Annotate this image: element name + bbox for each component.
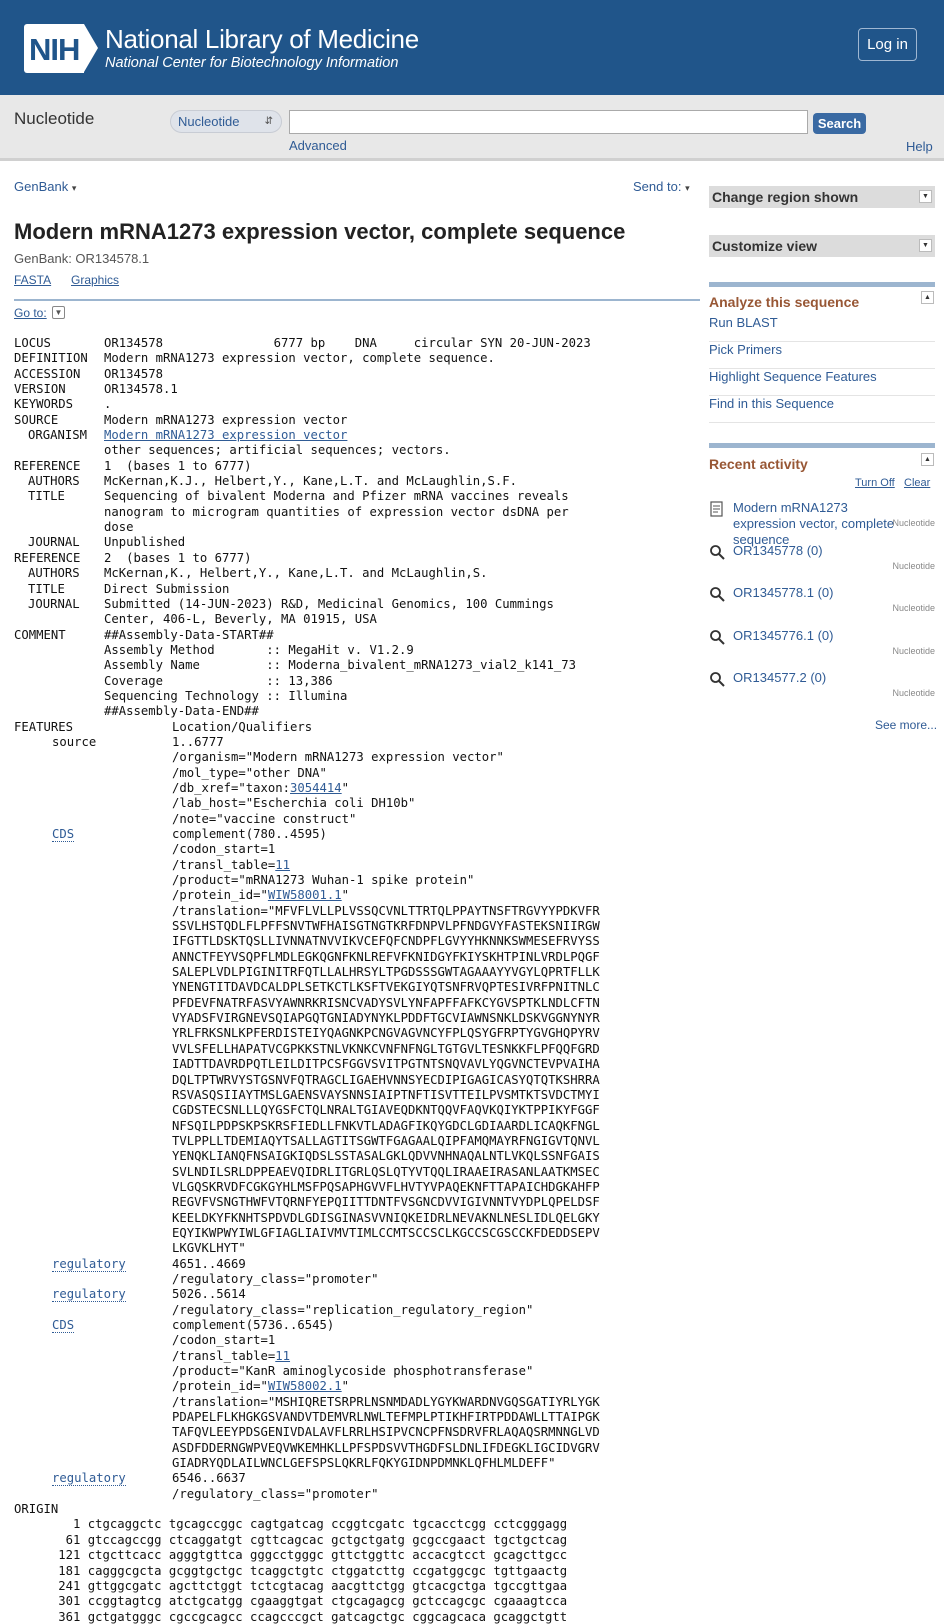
field-key: AUTHORS [28, 474, 80, 489]
field-key: AUTHORS [28, 566, 80, 581]
qualifier: YNENGTITDAVDCALDPLSETKCTLKSFTVEKGIYQTSNFRVQPTESIVRFPNITNLC [172, 980, 600, 995]
collapse-icon[interactable]: ▲ [921, 453, 934, 466]
qualifier: VYADSFVIRGNEVSQIAPGQTGNIADYNYKLPDDFTGCVIAWNSNKLDSKVGGNYNYR [172, 1011, 600, 1026]
field-key: ACCESSION [14, 366, 81, 381]
login-button[interactable]: Log in [858, 28, 917, 61]
activity-item[interactable] [709, 670, 935, 706]
format-dropdown[interactable] [14, 179, 76, 194]
feature-line [14, 766, 704, 781]
field-value: Coverage :: 13,386 [104, 673, 333, 688]
flatfile-line [14, 704, 704, 719]
feature-key-link[interactable]: CDS [52, 827, 75, 841]
field-value: Sequencing of bivalent Moderna and Pfizer mRNA vaccines reveals [104, 489, 569, 504]
nih-logo-text: NIH [29, 32, 80, 67]
search-icon [709, 586, 725, 602]
qualifier: /lab_host="Escherchia coli DH10b" [172, 796, 416, 811]
field-value: OR134578 [104, 366, 164, 381]
feature-line [14, 1057, 704, 1072]
field-value: Center, 406-L, Beverly, MA 01915, USA [104, 612, 377, 627]
feature-line [14, 1441, 704, 1456]
field-key: TITLE [28, 581, 65, 596]
feature-line [14, 1456, 704, 1471]
feature-line [14, 1257, 704, 1272]
sequence-line [14, 1594, 704, 1609]
qualifier: SALEPLVDLPIGINITRFQTLLALHRSYLTPGDSSSGWTAGAAAYYVGYLQPRTFLLK [172, 965, 600, 980]
feature-line [14, 1471, 704, 1486]
field-key: LOCUS [14, 336, 51, 350]
masthead [0, 0, 944, 95]
sequence-text: 1 ctgcaggctc tgcagccggc cagtgatcag ccggtcgatc tgcacctcgg cctcgggagg [14, 1517, 568, 1532]
features-header [14, 720, 704, 735]
feature-line [14, 1303, 704, 1318]
search-button[interactable]: Search [813, 113, 866, 134]
flatfile-line [14, 674, 704, 689]
qualifier: PDAPELFLKHGKGSVANDVTDEMVRLNWLTEFMPLPTIKHFIRTPDDAWLLTTAIPGK [172, 1410, 600, 1425]
field-value: OR134578 6777 bp DNA circular SYN 20-JUN-2023 [104, 336, 591, 350]
feature-line [14, 904, 704, 919]
qualifier: ASDFDDERNGWPVEQVWKEMHKLLPFSPDSVVTHGDFSLDNLIFDEGKLIGCIDVGRV [172, 1440, 600, 1455]
activity-item[interactable] [709, 500, 935, 547]
qualifier: /product="mRNA1273 Wuhan-1 spike protein" [172, 873, 475, 888]
flatfile-line [14, 597, 704, 612]
portlet-rule [709, 443, 935, 448]
tool-highlight-features[interactable]: Highlight Sequence Features [709, 369, 935, 396]
database-select[interactable] [170, 110, 282, 133]
fasta-link[interactable]: FASTA [14, 273, 52, 287]
qualifier: " [341, 780, 350, 795]
qualifier-link[interactable]: 3054414 [290, 780, 342, 795]
field-value: Modern mRNA1273 expression vector [104, 412, 348, 427]
field-value: Assembly Name :: Moderna_bivalent_mRNA1273_vial2_k141_73 [104, 658, 577, 673]
field-key: KEYWORDS [14, 397, 74, 412]
send-to-dropdown[interactable] [633, 179, 690, 194]
search-icon [709, 544, 725, 560]
sequence-line [14, 1564, 704, 1579]
select-arrows-icon: ⇵ [264, 116, 273, 127]
field-value: McKernan,K.J., Helbert,Y., Kane,L.T. and McLaughlin,S.F. [104, 474, 518, 489]
feature-line [14, 781, 704, 796]
feature-key [14, 1287, 172, 1302]
flatfile-line [14, 628, 704, 643]
flatfile-line [14, 612, 704, 627]
flatfile-line [14, 643, 704, 658]
sequence-line [14, 1517, 704, 1532]
qualifier: CGDSTECSNLLLQYGSFCTQLNRALTGIAVEQDKNTQQVFAQVKQIYKTPPIKYFGGF [172, 1103, 600, 1118]
send-to-label: Send to: [633, 179, 682, 194]
qualifier: 5026..5614 [172, 1287, 246, 1302]
feature-line [14, 1211, 704, 1226]
sequence-text: 121 ctgcttcacc agggtgttca gggcctgggc gttctggttc accacgtcct gcagcttgcc [14, 1548, 568, 1563]
qualifier: TAFQVLEEYPDSGENIVDALAVFLRRLHSIPVCNCPFNSDRVFRLAQAQSRMNNGLVD [172, 1425, 600, 1440]
goto-link[interactable]: Go to: [14, 306, 47, 320]
feature-line [14, 1379, 704, 1394]
feature-line [14, 1226, 704, 1241]
feature-key [14, 1471, 172, 1486]
nih-logo-box [24, 24, 84, 73]
qualifier: /protein_id=" [172, 888, 268, 903]
qualifier: /db_xref="taxon: [172, 780, 291, 795]
chevron-down-icon: ▾ [71, 183, 77, 193]
field-key: VERSION [14, 382, 66, 397]
org-title[interactable]: National Library of Medicine [105, 24, 419, 54]
feature-line [14, 1318, 704, 1333]
field-value: Assembly Method :: MegaHit v. V1.2.9 [104, 642, 414, 657]
chevron-down-icon: ▾ [685, 183, 690, 193]
qualifier: /protein_id=" [172, 1379, 268, 1394]
feature-key-label: source [52, 734, 97, 749]
feature-line [14, 1287, 704, 1302]
qualifier: complement(5736..6545) [172, 1318, 335, 1332]
qualifier-link[interactable]: WIW58001.1 [267, 888, 342, 903]
feature-key-link[interactable]: regulatory [52, 1287, 126, 1302]
feature-line [14, 980, 704, 995]
feature-line [14, 1026, 704, 1041]
flatfile-line [14, 505, 704, 520]
feature-line [14, 796, 704, 811]
feature-line [14, 1103, 704, 1118]
sequence-line [14, 1533, 704, 1548]
field-value: 1 (bases 1 to 6777) [104, 458, 252, 473]
flatfile-line [14, 582, 704, 597]
field-key: ORIGIN [14, 1502, 59, 1517]
sequence-text: 61 gtccagccgg ctcaggatgt cgttcagcac gctgctgatg gcgccgaact tgctgctcag [14, 1532, 568, 1547]
search-icon [709, 671, 725, 687]
turn-off-link[interactable]: Turn Off [855, 477, 895, 489]
qualifier: IADTTDAVRDPQTLEILDITPCSFGGVSVITPGTNTSNQVAVLYQGVNCTEVPVAIHA [172, 1057, 600, 1072]
field-key: ORGANISM [28, 428, 88, 443]
qualifier: /regulatory_class="replication_regulatory_region" [172, 1302, 534, 1317]
sequence-text: 301 ccggtagtcg atctgcatgg cgaaggtgat ctgcagagcg gctccagcgc cgaaagtcca [14, 1594, 568, 1609]
analyze-title: Analyze this sequence [709, 294, 860, 310]
field-key: DEFINITION [14, 351, 88, 366]
qualifier-link[interactable]: 11 [275, 1348, 291, 1363]
qualifier: /organism="Modern mRNA1273 expression vector" [172, 750, 504, 765]
flatfile-line [14, 397, 704, 412]
qualifier: 6546..6637 [172, 1471, 246, 1486]
feature-line [14, 1180, 704, 1195]
customize-view-toggle[interactable] [709, 235, 935, 257]
feature-line [14, 919, 704, 934]
feature-line [14, 1119, 704, 1134]
nih-logo-arrow [84, 24, 98, 72]
feature-key [14, 735, 172, 750]
origin-header [14, 1502, 704, 1517]
activity-item-db: Nucleotide [892, 646, 935, 656]
accession-line: GenBank: OR134578.1 [14, 251, 150, 266]
field-value: dose [104, 520, 134, 535]
qualifier: /codon_start=1 [172, 842, 276, 857]
feature-line [14, 1487, 704, 1502]
qualifier: SVLNDILSRLDPPEAEVQIDRLITGRLQSLQTYVTQQLIRAAEIRASANLAATKMSEC [172, 1164, 600, 1179]
qualifier: 1..6777 [172, 734, 224, 749]
feature-line [14, 1165, 704, 1180]
qualifier: KEELDKYFKNHTSPDVDLGDISGINASVVNIQKEIDRLNEVAKNLNESLIDLQELGKY [172, 1210, 600, 1225]
clear-link[interactable]: Clear [904, 477, 931, 489]
change-region-toggle[interactable] [709, 186, 935, 208]
nih-logo[interactable] [24, 24, 98, 73]
flatfile-line [14, 367, 704, 382]
feature-line [14, 735, 704, 750]
feature-line [14, 996, 704, 1011]
qualifier: ANNCTFEYVSQPFLMDLEGKQGNFKNLREFVFKNIDGYFKIYSKHTPINLVRDLPQGF [172, 949, 600, 964]
qualifier: RSVASQSIIAYTMSLGAENSVAYSNNSIAIPTNFTISVTTEILPVSMTKTSVDCTMYI [172, 1087, 600, 1102]
feature-line [14, 750, 704, 765]
field-value: Direct Submission [104, 581, 230, 596]
flatfile-line [14, 658, 704, 673]
activity-item[interactable] [709, 543, 935, 579]
database-title: Nucleotide [14, 109, 95, 128]
qualifier: complement(780..4595) [172, 827, 327, 841]
document-icon [709, 501, 725, 517]
divider [14, 299, 700, 301]
feature-line [14, 1011, 704, 1026]
portlet-rule [709, 282, 935, 287]
field-key: COMMENT [14, 627, 66, 642]
recent-activity-title: Recent activity [709, 456, 808, 472]
qualifier: 4651..4669 [172, 1256, 246, 1271]
field-key: FEATURES [14, 719, 74, 734]
field-value: other sequences; artificial sequences; vectors. [104, 443, 451, 458]
feature-key [14, 1318, 172, 1333]
feature-line [14, 827, 704, 842]
flatfile-line [14, 413, 704, 428]
flatfile-line [14, 459, 704, 474]
see-more-link[interactable]: See more... [875, 718, 938, 732]
sequence-text: 241 gttggcgatc agcttctggt tctcgtacag aacgttctgg gtcacgctga tgccgttgaa [14, 1578, 568, 1593]
tool-run-blast[interactable]: Run BLAST [709, 315, 935, 342]
qualifier: REGVFVSNGTHWFVTQRNFYEPQIITTDNTFVSGNCDVVIGIVNNTVYDPLQPELDSF [172, 1195, 600, 1210]
qualifier: EQYIKWPWYIWLGFIAGLIAIVMVTIMLCCMTSCCSCLKGCCSCGSCCKFDEDDSEPV [172, 1225, 600, 1240]
feature-line [14, 873, 704, 888]
field-value: ##Assembly-Data-END## [104, 704, 259, 719]
feature-line [14, 950, 704, 965]
field-value: ##Assembly-Data-START## [104, 627, 274, 642]
help-link[interactable]: Help [906, 139, 933, 154]
qualifier: NFSQILPDPSKPSKRSFIEDLLFNKVTLADAGFIKQYGDCLGDIAARDLICAQKFNGL [172, 1118, 600, 1133]
activity-item[interactable] [709, 585, 935, 621]
field-key: REFERENCE [14, 550, 81, 565]
collapse-icon[interactable]: ▲ [921, 291, 934, 304]
qualifier: /codon_start=1 [172, 1333, 276, 1348]
feature-key [14, 827, 172, 842]
field-value: Unpublished [104, 535, 186, 550]
feature-line [14, 1134, 704, 1149]
qualifier-link[interactable]: WIW58002.1 [267, 1379, 342, 1394]
qualifier: " [341, 1379, 350, 1394]
flatfile-line [14, 566, 704, 581]
activity-item-label[interactable]: OR1345778 (0) [733, 543, 823, 558]
activity-item-db: Nucleotide [892, 518, 935, 528]
flatfile-line [14, 520, 704, 535]
field-value: 2 (bases 1 to 6777) [104, 550, 252, 565]
qualifier: /mol_type="other DNA" [172, 765, 327, 780]
qualifier: YENQKLIANQFNSAIGKIQDSLSSTASALGKLQDVVNHNAQALNTLVKQLSSNFGAIS [172, 1149, 600, 1164]
feature-key [14, 1257, 172, 1272]
field-value: Location/Qualifiers [172, 719, 313, 734]
flatfile-line [14, 428, 704, 443]
activity-item-db: Nucleotide [892, 603, 935, 613]
feature-line [14, 1073, 704, 1088]
field-value: Submitted (14-JUN-2023) R&D, Medicinal Genomics, 100 Cummings [104, 596, 554, 611]
qualifier: /regulatory_class="promoter" [172, 1271, 379, 1286]
qualifier: VLGQSKRVDFCGKGYHLMSFPQSAPHGVVFLHVTYVPAQEKNFTTAPAICHDGKAHFP [172, 1179, 600, 1194]
field-value: OR134578.1 [104, 382, 178, 397]
qualifier: DQLTPTWRVYSTGSNVFQTRAGCLIGAEHVNNSYECDIPIGAGICASYQTQTKSHRRA [172, 1072, 600, 1087]
qualifier: YRLFRKSNLKPFERDISTEIYQAGNKPCNGVAGVNCYFPLQSYGFRPTYGVGHQPYRV [172, 1026, 600, 1041]
org-subtitle: National Center for Biotechnology Information [105, 55, 399, 71]
activity-item-label[interactable]: Modern mRNA1273 expression vector, complete sequence [733, 500, 895, 547]
flatfile-line [14, 382, 704, 397]
sequence-text: 181 cagggcgcta gcggtgctgc tcaggctgtc ctggatcttg ccgatggcgc tgttgaactg [14, 1563, 568, 1578]
feature-line [14, 965, 704, 980]
feature-line [14, 842, 704, 857]
activity-item-label[interactable]: OR1345778.1 (0) [733, 585, 834, 600]
qualifier: " [341, 888, 350, 903]
record-title: Modern mRNA1273 expression vector, complete sequence [14, 219, 626, 244]
activity-item-label[interactable]: OR134577.2 (0) [733, 670, 827, 685]
qualifier-link[interactable]: 11 [275, 857, 291, 872]
sequence-line [14, 1579, 704, 1594]
flatfile-line [14, 336, 704, 351]
qualifier: /regulatory_class="promoter" [172, 1486, 379, 1501]
flatfile-line [14, 689, 704, 704]
feature-line [14, 1088, 704, 1103]
feature-line [14, 858, 704, 873]
feature-line [14, 1364, 704, 1379]
qualifier: /translation="MSHIQRETSRPRLNSNMDADLYGYKWARDNVGQSGATIYRLYGK [172, 1394, 600, 1409]
flatfile-line [14, 551, 704, 566]
flatfile-line [14, 535, 704, 550]
genbank-flatfile [14, 336, 704, 1624]
feature-line [14, 1349, 704, 1364]
change-region-label: Change region shown [712, 189, 859, 205]
qualifier: SSVLHSTQDLFLPFFSNVTWFHAISGTNGTKRFDNPVLPFNDGVYFASTEKSNIIRGW [172, 919, 600, 934]
activity-item-label[interactable]: OR1345776.1 (0) [733, 628, 834, 643]
feature-line [14, 1410, 704, 1425]
expand-icon: ▼ [919, 239, 932, 252]
flatfile-line [14, 443, 704, 458]
format-dropdown-label: GenBank [14, 179, 69, 194]
feature-key-link[interactable]: regulatory [52, 1471, 126, 1486]
feature-key-link[interactable]: CDS [52, 1318, 75, 1332]
qualifier: VVLSFELLHAPATVCGPKKSTNLVKNKCVNFNFNGLTGTGVLTESNKKFLPFQQFGRD [172, 1041, 600, 1056]
qualifier: PFDEVFNATRFASVYAWNRKRISNCVADYSVLYNFAPFFAFKCYGVSPTKLNDLCFTN [172, 995, 600, 1010]
feature-line [14, 1241, 704, 1256]
field-key: REFERENCE [14, 458, 81, 473]
feature-line [14, 812, 704, 827]
field-value: Sequencing Technology :: Illumina [104, 688, 348, 703]
qualifier: /translation="MFVFLVLLPLVSSQCVNLTTRTQLPPAYTNSFTRGVYYPDKVFR [172, 903, 600, 918]
field-value: Modern mRNA1273 expression vector, complete sequence. [104, 351, 495, 366]
sequence-line [14, 1610, 704, 1624]
search-input[interactable] [289, 110, 808, 134]
flatfile-line [14, 351, 704, 366]
field-value: . [104, 397, 112, 412]
activity-item-db: Nucleotide [892, 561, 935, 571]
search-icon [709, 629, 725, 645]
qualifier: LKGVKLHYT" [172, 1241, 246, 1256]
qualifier: /transl_table= [172, 857, 276, 872]
field-key: JOURNAL [28, 535, 80, 550]
activity-item[interactable] [709, 628, 935, 664]
tool-pick-primers[interactable]: Pick Primers [709, 342, 935, 369]
customize-view-label: Customize view [712, 238, 818, 254]
tool-find-in-sequence[interactable]: Find in this Sequence [709, 396, 935, 423]
feature-line [14, 1333, 704, 1348]
field-key: SOURCE [14, 412, 59, 427]
field-key: TITLE [28, 489, 65, 504]
feature-line [14, 1272, 704, 1287]
sequence-text: 361 gctgatgggc cgccgcagcc ccagcccgct gatcagctgc cggcagcaca gcaggctgtt [14, 1609, 568, 1624]
organism-link[interactable]: Modern mRNA1273 expression vector [104, 428, 348, 443]
qualifier: /product="KanR aminoglycoside phosphotransferase" [172, 1364, 534, 1379]
expand-icon: ▼ [919, 190, 932, 203]
feature-line [14, 934, 704, 949]
qualifier: IFGTTLDSKTQSLLIVNNATNVVIKVCEFQFCNDPFLGVYYHKNNKSWMESEFRVYSS [172, 934, 600, 949]
qualifier: /note="vaccine construct" [172, 811, 357, 826]
qualifier: GIADRYQDLAILWNCLGEFSPSLQKRLFQKYGIDNPDMNKLQFHLMLDEFF" [172, 1456, 556, 1471]
qualifier: TVLPPLLTDEMIAQYTSALLAGTITSGWTFGAGAALQIPFAMQMAYRFNGIGVTQNVL [172, 1133, 600, 1148]
feature-line [14, 1149, 704, 1164]
feature-line [14, 1395, 704, 1410]
feature-key-link[interactable]: regulatory [52, 1256, 126, 1271]
advanced-search-link[interactable]: Advanced [289, 138, 347, 153]
flatfile-line [14, 474, 704, 489]
feature-line [14, 1195, 704, 1210]
feature-line [14, 1425, 704, 1440]
flatfile-line [14, 489, 704, 504]
search-bar [0, 95, 944, 161]
database-select-value: Nucleotide [178, 114, 240, 129]
feature-line [14, 888, 704, 903]
field-key: JOURNAL [28, 596, 80, 611]
field-value: McKernan,K., Helbert,Y., Kane,L.T. and McLaughlin,S. [104, 566, 488, 581]
graphics-link[interactable]: Graphics [71, 273, 120, 287]
activity-item-db: Nucleotide [892, 688, 935, 698]
feature-line [14, 1042, 704, 1057]
sequence-line [14, 1548, 704, 1563]
qualifier: /transl_table= [172, 1348, 276, 1363]
chevron-down-icon[interactable]: ▼ [52, 306, 65, 319]
field-value: nanogram to microgram quantities of expression vector dsDNA per [104, 504, 569, 519]
